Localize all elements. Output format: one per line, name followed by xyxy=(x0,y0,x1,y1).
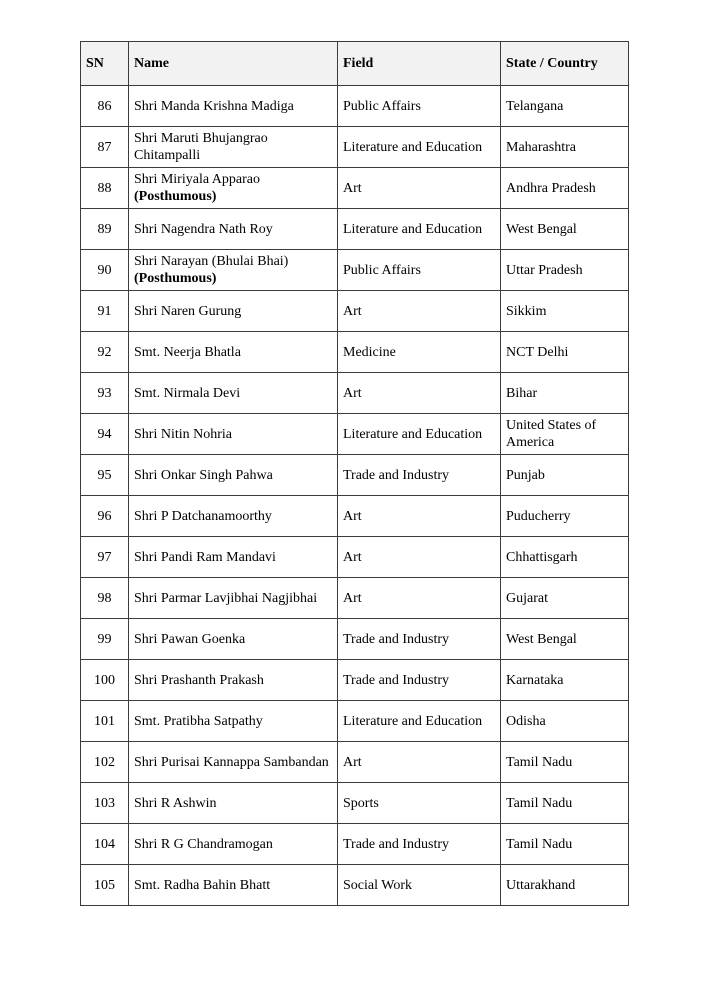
name-text: Shri Narayan (Bhulai Bhai) xyxy=(134,254,289,269)
table-row xyxy=(81,783,629,824)
table-row xyxy=(81,291,629,332)
cell-state: West Bengal xyxy=(501,209,629,250)
cell-state: United States of America xyxy=(501,414,629,455)
cell-field: Art xyxy=(338,742,501,783)
header-sn: SN xyxy=(81,42,129,86)
cell-state: Karnataka xyxy=(501,660,629,701)
table-row xyxy=(81,865,629,906)
cell-state: Sikkim xyxy=(501,291,629,332)
table-row xyxy=(81,127,629,168)
name-text: Smt. Nirmala Devi xyxy=(134,385,241,401)
cell-name xyxy=(129,373,338,414)
cell-field: Art xyxy=(338,291,501,332)
cell-name xyxy=(129,86,338,127)
table-row xyxy=(81,414,629,455)
cell-sn: 91 xyxy=(81,291,129,332)
name-text: Shri Nagendra Nath Roy xyxy=(134,221,273,237)
cell-field: Art xyxy=(338,537,501,578)
name-text: Shri P Datchanamoorthy xyxy=(134,508,272,524)
cell-sn: 88 xyxy=(81,168,129,209)
cell-state: Telangana xyxy=(501,86,629,127)
name-text: Shri Manda Krishna Madiga xyxy=(134,98,294,114)
cell-field: Trade and Industry xyxy=(338,619,501,660)
cell-state: Odisha xyxy=(501,701,629,742)
cell-name xyxy=(129,865,338,906)
cell-name xyxy=(129,496,338,537)
cell-sn: 100 xyxy=(81,660,129,701)
name-text: Shri Purisai Kannappa Sambandan xyxy=(134,754,329,770)
cell-state: Maharashtra xyxy=(501,127,629,168)
table-header xyxy=(81,42,629,86)
table-row xyxy=(81,701,629,742)
cell-field: Sports xyxy=(338,783,501,824)
table-row xyxy=(81,168,629,209)
table-row xyxy=(81,742,629,783)
table-row xyxy=(81,496,629,537)
posthumous-label: (Posthumous) xyxy=(134,271,217,286)
cell-sn: 86 xyxy=(81,86,129,127)
table-row xyxy=(81,619,629,660)
cell-field: Literature and Education xyxy=(338,127,501,168)
cell-state: Punjab xyxy=(501,455,629,496)
cell-field: Art xyxy=(338,373,501,414)
table-row xyxy=(81,660,629,701)
cell-name xyxy=(129,578,338,619)
cell-sn: 97 xyxy=(81,537,129,578)
cell-sn: 99 xyxy=(81,619,129,660)
cell-state: Chhattisgarh xyxy=(501,537,629,578)
cell-sn: 104 xyxy=(81,824,129,865)
cell-sn: 96 xyxy=(81,496,129,537)
cell-name xyxy=(129,209,338,250)
cell-sn: 101 xyxy=(81,701,129,742)
cell-sn: 103 xyxy=(81,783,129,824)
cell-name xyxy=(129,537,338,578)
cell-field: Trade and Industry xyxy=(338,455,501,496)
posthumous-label: (Posthumous) xyxy=(134,189,217,204)
cell-sn: 98 xyxy=(81,578,129,619)
table-row xyxy=(81,578,629,619)
table-row xyxy=(81,455,629,496)
cell-name xyxy=(129,701,338,742)
cell-sn: 92 xyxy=(81,332,129,373)
cell-field: Art xyxy=(338,496,501,537)
cell-state: Uttar Pradesh xyxy=(501,250,629,291)
name-text: Smt. Pratibha Satpathy xyxy=(134,713,263,729)
cell-field: Trade and Industry xyxy=(338,660,501,701)
cell-sn: 102 xyxy=(81,742,129,783)
cell-name xyxy=(129,455,338,496)
cell-name xyxy=(129,291,338,332)
name-text: Shri Naren Gurung xyxy=(134,303,242,319)
cell-field: Public Affairs xyxy=(338,250,501,291)
name-text: Shri Maruti Bhujangrao xyxy=(134,131,268,146)
table-row xyxy=(81,824,629,865)
cell-field: Medicine xyxy=(338,332,501,373)
table-row xyxy=(81,86,629,127)
cell-sn: 93 xyxy=(81,373,129,414)
cell-state: Tamil Nadu xyxy=(501,824,629,865)
name-text: Shri Prashanth Prakash xyxy=(134,672,264,688)
cell-field: Literature and Education xyxy=(338,414,501,455)
name-text: Shri Parmar Lavjibhai Nagjibhai xyxy=(134,590,318,606)
name-text: Shri Miriyala Apparao xyxy=(134,172,260,187)
cell-name xyxy=(129,414,338,455)
cell-field: Art xyxy=(338,168,501,209)
name-text: Shri R Ashwin xyxy=(134,795,217,811)
table-row xyxy=(81,209,629,250)
cell-sn: 105 xyxy=(81,865,129,906)
cell-field: Trade and Industry xyxy=(338,824,501,865)
name-text: Shri R G Chandramogan xyxy=(134,836,273,852)
header-field: Field xyxy=(338,42,501,86)
header-name: Name xyxy=(129,42,338,86)
header-state: State / Country xyxy=(501,42,629,86)
table-row xyxy=(81,537,629,578)
cell-sn: 87 xyxy=(81,127,129,168)
cell-field: Public Affairs xyxy=(338,86,501,127)
awardees-table xyxy=(80,41,629,906)
cell-sn: 94 xyxy=(81,414,129,455)
cell-sn: 95 xyxy=(81,455,129,496)
name-text: Shri Onkar Singh Pahwa xyxy=(134,467,273,483)
header-row xyxy=(81,42,629,86)
name-text: Shri Pandi Ram Mandavi xyxy=(134,549,276,565)
name-text: Shri Nitin Nohria xyxy=(134,426,232,442)
name-text: Smt. Neerja Bhatla xyxy=(134,344,241,360)
cell-name xyxy=(129,250,338,291)
cell-field: Art xyxy=(338,578,501,619)
cell-state: Tamil Nadu xyxy=(501,742,629,783)
cell-name xyxy=(129,332,338,373)
cell-state: West Bengal xyxy=(501,619,629,660)
cell-field: Literature and Education xyxy=(338,701,501,742)
cell-state: NCT Delhi xyxy=(501,332,629,373)
cell-name xyxy=(129,742,338,783)
cell-name xyxy=(129,824,338,865)
cell-name xyxy=(129,619,338,660)
cell-state: Gujarat xyxy=(501,578,629,619)
cell-state: Tamil Nadu xyxy=(501,783,629,824)
cell-name xyxy=(129,783,338,824)
name-text: Shri Pawan Goenka xyxy=(134,631,246,647)
cell-state: Andhra Pradesh xyxy=(501,168,629,209)
name-text: Chitampalli xyxy=(134,148,201,163)
table-row xyxy=(81,250,629,291)
name-text: Smt. Radha Bahin Bhatt xyxy=(134,877,271,893)
cell-name xyxy=(129,168,338,209)
cell-name xyxy=(129,127,338,168)
cell-name xyxy=(129,660,338,701)
cell-sn: 89 xyxy=(81,209,129,250)
cell-state: Uttarakhand xyxy=(501,865,629,906)
table-body xyxy=(81,86,629,906)
cell-sn: 90 xyxy=(81,250,129,291)
cell-state: Puducherry xyxy=(501,496,629,537)
table-row xyxy=(81,332,629,373)
cell-state: Bihar xyxy=(501,373,629,414)
cell-field: Literature and Education xyxy=(338,209,501,250)
table-row xyxy=(81,373,629,414)
cell-field: Social Work xyxy=(338,865,501,906)
